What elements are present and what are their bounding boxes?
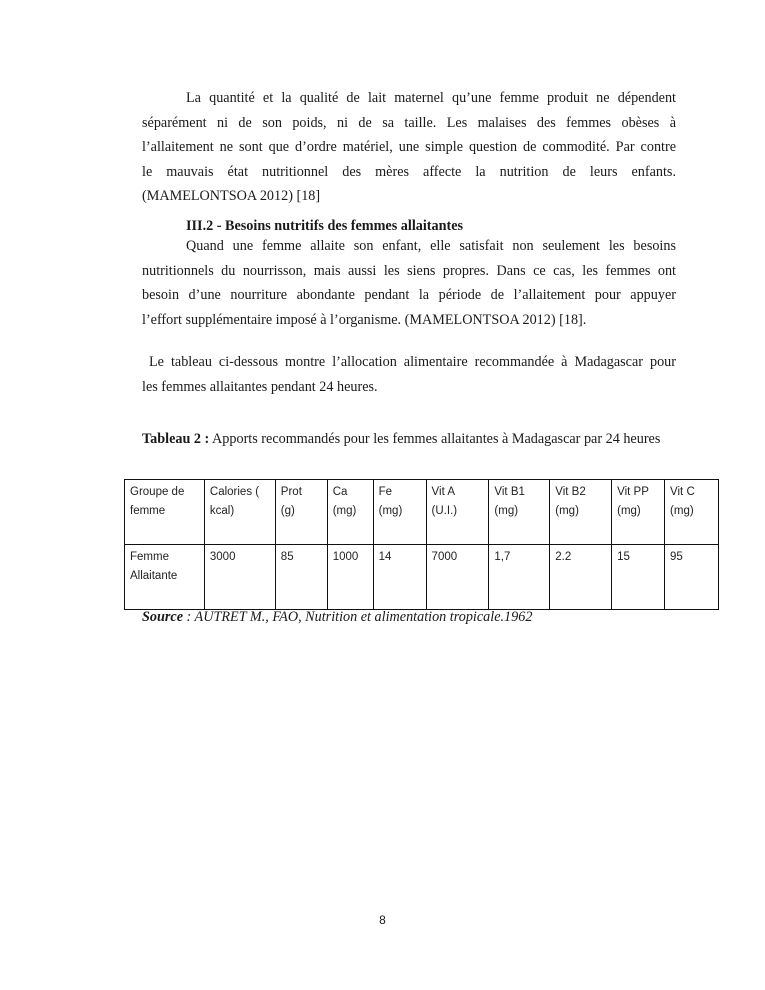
cell-text: (mg) (617, 505, 641, 517)
header-cell (327, 480, 373, 545)
cell-text: 85 (280, 551, 294, 563)
text-line: Le tableau ci-dessous montre l’allocation alimentaire recommandée à Madagascar pour (142, 354, 676, 370)
text-line: les femmes allaitantes pendant 24 heures. (142, 378, 378, 395)
header-cell (373, 480, 426, 545)
cell-text: (mg) (670, 505, 694, 517)
cell-text: Vit B2 (555, 486, 586, 498)
paragraph-maternal-milk (142, 86, 676, 209)
cell-text: (mg) (378, 505, 403, 517)
caption-label: Tableau 2 : (142, 431, 210, 447)
cell-text: 7000 (431, 551, 458, 563)
cell-text: Prot (280, 486, 302, 498)
cell-text: Vit PP (617, 486, 649, 498)
source-text: : AUTRET M., FAO, Nutrition et alimentation tropicale.1962 (183, 609, 533, 625)
text-line: besoin d’une nourriture abondante pendant la période de l’allaitement pour appuyer (142, 287, 676, 303)
cell-text: Fe (378, 486, 393, 498)
header-cell (125, 480, 205, 545)
table-caption (142, 431, 672, 448)
caption-text: Apports recommandés pour les femmes allaitantes à Madagascar par 24 heures (209, 431, 661, 447)
data-cell (327, 545, 373, 610)
nutrition-table (124, 479, 719, 610)
cell-text: (U.I.) (431, 505, 458, 517)
text-line: séparément ni de son poids, ni de sa taille. Les malaises des femmes obèses à (142, 114, 676, 131)
cell-text: Femme (130, 551, 169, 563)
cell-text: 1,7 (494, 551, 511, 563)
text-line: l’effort supplémentaire imposé à l’organisme. (MAMELONTSOA 2012) [18]. (142, 311, 587, 328)
cell-text: (g) (280, 505, 295, 517)
cell-text: 14 (378, 551, 392, 563)
cell-text: Ca (332, 486, 348, 498)
cell-text: Calories ( (209, 486, 260, 498)
data-cell (665, 545, 719, 610)
data-cell (373, 545, 426, 610)
table-header-row (125, 480, 719, 545)
cell-text: kcal) (209, 505, 235, 517)
cell-text: 15 (617, 551, 630, 563)
page-number: 8 (379, 913, 386, 927)
text-line: La quantité et la qualité de lait maternel qu’une femme produit ne dépendent (186, 90, 676, 106)
header-cell (275, 480, 327, 545)
header-cell (426, 480, 489, 545)
text-line: Quand une femme allaite son enfant, elle satisfait non seulement les besoins (186, 238, 676, 254)
data-cell (125, 545, 205, 610)
data-cell (550, 545, 612, 610)
header-cell (550, 480, 612, 545)
cell-text: (mg) (332, 505, 357, 517)
data-cell (426, 545, 489, 610)
header-cell (612, 480, 665, 545)
header-cell (665, 480, 719, 545)
source-label: Source (142, 609, 183, 625)
cell-text: 2.2 (555, 551, 572, 563)
text-line: nutritionnels du nourrisson, mais aussi les siens propres. Dans ce cas, les femmes ont (142, 262, 676, 279)
cell-text: (mg) (494, 505, 519, 517)
section-heading: III.2 - Besoins nutritifs des femmes allaitantes (186, 218, 464, 234)
table-row (125, 545, 719, 610)
text-line: l’allaitement ne sont que d’ordre matériel, une simple question de commodité. Par contre (142, 139, 676, 155)
paragraph-table-intro (142, 350, 676, 399)
cell-text: (mg) (555, 505, 579, 517)
cell-text: Vit C (670, 486, 695, 498)
cell-text: Allaitante (130, 570, 178, 582)
text-line: le mauvais état nutritionnel des mères affecte la nutrition de leurs enfants. (142, 163, 676, 180)
cell-text: 95 (670, 551, 683, 563)
header-cell (204, 480, 275, 545)
cell-text: Vit B1 (494, 486, 525, 498)
text-line: (MAMELONTSOA 2012) [18] (142, 188, 321, 204)
data-cell (489, 545, 550, 610)
data-cell (612, 545, 665, 610)
cell-text: femme (130, 505, 166, 517)
cell-text: 3000 (209, 551, 236, 563)
data-cell (275, 545, 327, 610)
cell-text: Groupe de (130, 486, 185, 498)
paragraph-nutritional-needs (142, 234, 676, 332)
cell-text: 1000 (332, 551, 359, 563)
data-cell (204, 545, 275, 610)
header-cell (489, 480, 550, 545)
table-source (142, 609, 532, 626)
cell-text: Vit A (431, 486, 455, 498)
